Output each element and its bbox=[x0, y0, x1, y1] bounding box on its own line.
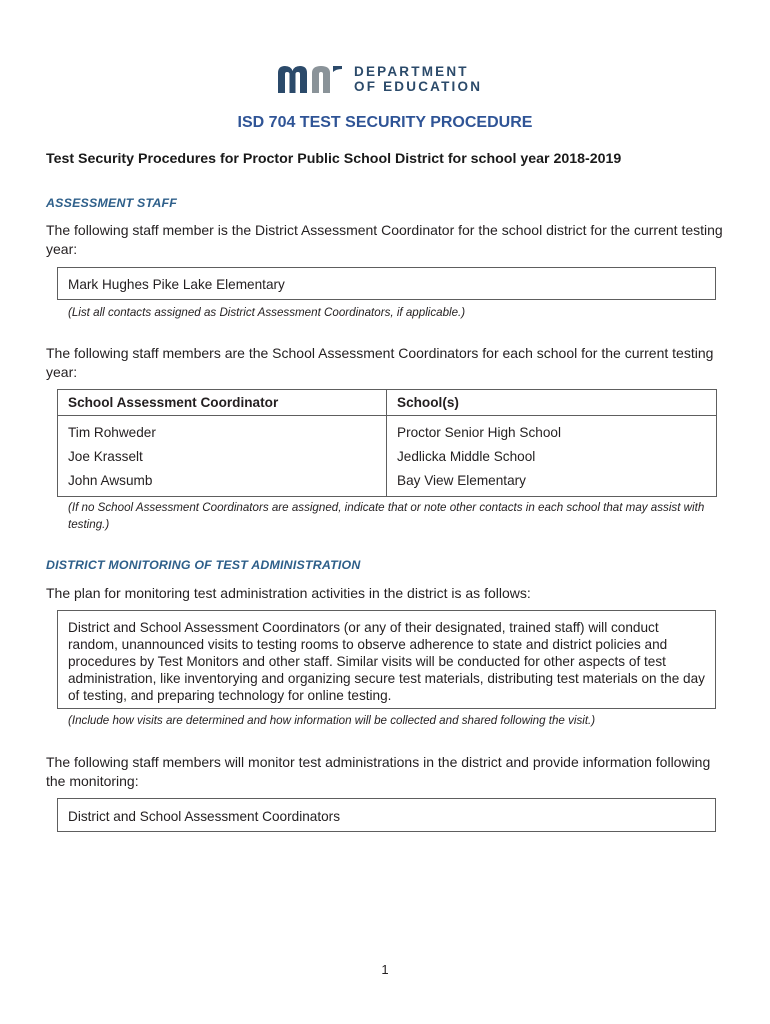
column-header-coordinator: School Assessment Coordinator bbox=[58, 390, 387, 416]
table-header-row bbox=[58, 390, 717, 416]
logo-wordmark bbox=[354, 64, 482, 94]
school-name-cell[interactable]: Proctor Senior High School bbox=[387, 416, 717, 445]
table-row bbox=[58, 444, 717, 468]
coordinator-name-cell[interactable]: John Awsumb bbox=[58, 468, 387, 497]
document-title: ISD 704 TEST SECURITY PROCEDURE bbox=[237, 114, 533, 131]
coordinator-name-cell[interactable]: Tim Rohweder bbox=[58, 416, 387, 445]
table-row bbox=[58, 416, 717, 445]
district-coordinator-intro: The following staff member is the District Assessment Coordinator for the school district for the current testing year: bbox=[46, 222, 723, 257]
school-coordinators-note: (If no School Assessment Coordinators are assigned, indicate that or note other contacts in each school that may assist with testing.) bbox=[68, 501, 705, 531]
section-heading-assessment-staff: ASSESSMENT STAFF bbox=[46, 196, 178, 210]
logo-line-2: OF EDUCATION bbox=[354, 79, 483, 94]
monitoring-staff-intro: The following staff members will monitor test administrations in the district and provide information following the monitoring: bbox=[46, 754, 711, 789]
logo-line-1: DEPARTMENT bbox=[354, 64, 469, 79]
monitoring-plan-intro: The plan for monitoring test administration activities in the district is as follows: bbox=[46, 585, 531, 601]
school-name-cell[interactable]: Jedlicka Middle School bbox=[387, 444, 717, 468]
mde-logo bbox=[276, 62, 482, 96]
district-coordinator-note: (List all contacts assigned as District Assessment Coordinators, if applicable.) bbox=[68, 306, 466, 319]
coordinator-name-cell[interactable]: Joe Krasselt bbox=[58, 444, 387, 468]
monitoring-plan-field[interactable]: District and School Assessment Coordinators (or any of their designated, trained staff) will conduct random, unannounced visits to testing rooms to observe adherence to state and district policies and procedures by Test Monitors and other staff. Similar visits will be conducted for other aspects of test administration, like inventorying and organizing secure test materials, distributing test materials on the day of testing, and preparing technology for online testing. bbox=[57, 610, 716, 709]
page-number: 1 bbox=[381, 962, 389, 977]
column-header-schools: School(s) bbox=[387, 390, 717, 416]
school-coordinators-table bbox=[57, 389, 717, 497]
document-subtitle: Test Security Procedures for Proctor Public School District for school year 2018-2019 bbox=[46, 151, 622, 167]
table-row bbox=[58, 468, 717, 497]
monitoring-plan-note: (Include how visits are determined and how information will be collected and shared following the visit.) bbox=[68, 714, 596, 727]
minnesota-mn-logo-icon bbox=[276, 63, 344, 95]
school-name-cell[interactable]: Bay View Elementary bbox=[387, 468, 717, 497]
section-heading-district-monitoring: DISTRICT MONITORING OF TEST ADMINISTRATION bbox=[46, 558, 361, 572]
monitoring-staff-field[interactable]: District and School Assessment Coordinators bbox=[57, 798, 716, 832]
district-coordinator-field[interactable]: Mark Hughes Pike Lake Elementary bbox=[57, 267, 716, 300]
school-coordinators-intro: The following staff members are the School Assessment Coordinators for each school for the current testing year: bbox=[46, 345, 714, 380]
